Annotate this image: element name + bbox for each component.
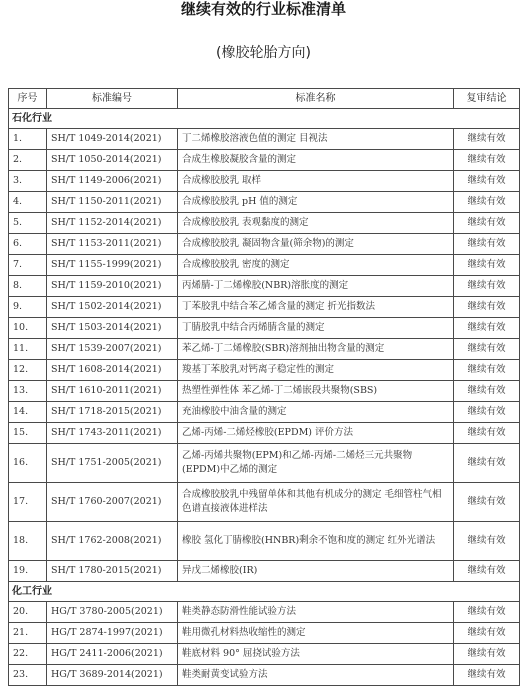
- row-standard-name: 热塑性弹性体 苯乙烯-丁二烯嵌段共聚物(SBS): [178, 381, 454, 402]
- row-serial-no: 17.: [9, 483, 47, 522]
- row-standard-name: 苯乙烯-丁二烯橡胶(SBR)溶剂抽出物含量的测定: [178, 339, 454, 360]
- row-serial-no: 16.: [9, 444, 47, 483]
- row-standard-name: 丙烯腈-丁二烯橡胶(NBR)溶胀度的测定: [178, 276, 454, 297]
- row-serial-no: 4.: [9, 192, 47, 213]
- row-standard-name: 合成橡胶胶乳 凝固物含量(筛余物)的测定: [178, 234, 454, 255]
- table-row: [9, 171, 520, 192]
- table-row: [9, 623, 520, 644]
- table-row: [9, 318, 520, 339]
- row-serial-no: 10.: [9, 318, 47, 339]
- row-review-result: 继续有效: [454, 276, 520, 297]
- row-review-result: 继续有效: [454, 402, 520, 423]
- table-body: [9, 109, 520, 686]
- row-review-result: 继续有效: [454, 623, 520, 644]
- table-row: [9, 129, 520, 150]
- table-header-row: [9, 89, 520, 109]
- section-heading: 石化行业: [9, 109, 520, 129]
- row-review-result: 继续有效: [454, 644, 520, 665]
- row-serial-no: 14.: [9, 402, 47, 423]
- row-review-result: 继续有效: [454, 423, 520, 444]
- row-serial-no: 3.: [9, 171, 47, 192]
- table-row: [9, 339, 520, 360]
- section-heading: 化工行业: [9, 582, 520, 602]
- row-review-result: 继续有效: [454, 522, 520, 561]
- row-standard-name: 合成橡胶胶乳中残留单体和其他有机成分的测定 毛细管柱气相色谱直接液体进样法: [178, 483, 454, 522]
- row-standard-code: SH/T 1762-2008(2021): [47, 522, 178, 561]
- table-row: [9, 602, 520, 623]
- row-serial-no: 11.: [9, 339, 47, 360]
- row-review-result: 继续有效: [454, 150, 520, 171]
- row-standard-name: 丁苯胶乳中结合苯乙烯含量的测定 折光指数法: [178, 297, 454, 318]
- row-standard-code: SH/T 1155-1999(2021): [47, 255, 178, 276]
- row-review-result: 继续有效: [454, 318, 520, 339]
- row-standard-code: HG/T 2874-1997(2021): [47, 623, 178, 644]
- row-serial-no: 1.: [9, 129, 47, 150]
- row-standard-code: SH/T 1159-2010(2021): [47, 276, 178, 297]
- row-standard-name: 合成橡胶胶乳 取样: [178, 171, 454, 192]
- row-standard-name: 异戊二烯橡胶(IR): [178, 561, 454, 582]
- row-standard-name: 合成橡胶胶乳 表观黏度的测定: [178, 213, 454, 234]
- row-review-result: 继续有效: [454, 444, 520, 483]
- row-serial-no: 8.: [9, 276, 47, 297]
- row-standard-name: 鞋类耐黄变试验方法: [178, 665, 454, 686]
- header-standard-code: 标准编号: [47, 89, 178, 109]
- table-row: [9, 665, 520, 686]
- row-serial-no: 6.: [9, 234, 47, 255]
- table-row: [9, 483, 520, 522]
- table-row: [9, 276, 520, 297]
- row-serial-no: 13.: [9, 381, 47, 402]
- row-standard-name: 充油橡胶中油含量的测定: [178, 402, 454, 423]
- row-standard-code: HG/T 3780-2005(2021): [47, 602, 178, 623]
- row-standard-code: SH/T 1152-2014(2021): [47, 213, 178, 234]
- table-row: [9, 381, 520, 402]
- row-serial-no: 7.: [9, 255, 47, 276]
- row-standard-name: 乙烯-丙烯共聚物(EPM)和乙烯-丙烯-二烯烃三元共聚物(EPDM)中乙烯的测定: [178, 444, 454, 483]
- row-serial-no: 9.: [9, 297, 47, 318]
- section-row: [9, 582, 520, 602]
- row-standard-name: 橡胶 氢化丁腈橡胶(HNBR)剩余不饱和度的测定 红外光谱法: [178, 522, 454, 561]
- row-standard-name: 鞋类静态防滑性能试验方法: [178, 602, 454, 623]
- row-standard-code: SH/T 1718-2015(2021): [47, 402, 178, 423]
- row-serial-no: 23.: [9, 665, 47, 686]
- table-row: [9, 213, 520, 234]
- row-standard-code: SH/T 1610-2011(2021): [47, 381, 178, 402]
- row-serial-no: 18.: [9, 522, 47, 561]
- row-review-result: 继续有效: [454, 234, 520, 255]
- row-standard-code: SH/T 1150-2011(2021): [47, 192, 178, 213]
- header-serial-no: 序号: [9, 89, 47, 109]
- row-standard-code: SH/T 1760-2007(2021): [47, 483, 178, 522]
- row-serial-no: 2.: [9, 150, 47, 171]
- row-review-result: 继续有效: [454, 360, 520, 381]
- row-standard-code: SH/T 1608-2014(2021): [47, 360, 178, 381]
- row-standard-name: 合成生橡胶凝胶含量的测定: [178, 150, 454, 171]
- row-serial-no: 19.: [9, 561, 47, 582]
- standards-table: [8, 88, 520, 686]
- row-serial-no: 20.: [9, 602, 47, 623]
- row-standard-code: SH/T 1502-2014(2021): [47, 297, 178, 318]
- table-row: [9, 522, 520, 561]
- row-standard-name: 鞋底材料 90° 屈挠试验方法: [178, 644, 454, 665]
- row-standard-name: 合成橡胶胶乳 密度的测定: [178, 255, 454, 276]
- table-row: [9, 192, 520, 213]
- table-row: [9, 234, 520, 255]
- row-standard-name: 鞋用微孔材料热收缩性的测定: [178, 623, 454, 644]
- row-review-result: 继续有效: [454, 381, 520, 402]
- row-serial-no: 15.: [9, 423, 47, 444]
- row-standard-name: 合成橡胶胶乳 pH 值的测定: [178, 192, 454, 213]
- row-serial-no: 5.: [9, 213, 47, 234]
- row-review-result: 继续有效: [454, 129, 520, 150]
- table-row: [9, 255, 520, 276]
- table-row: [9, 423, 520, 444]
- table-row: [9, 360, 520, 381]
- row-review-result: 继续有效: [454, 255, 520, 276]
- header-review-result: 复审结论: [454, 89, 520, 109]
- row-review-result: 继续有效: [454, 561, 520, 582]
- row-standard-code: SH/T 1050-2014(2021): [47, 150, 178, 171]
- row-standard-code: HG/T 2411-2006(2021): [47, 644, 178, 665]
- row-review-result: 继续有效: [454, 192, 520, 213]
- row-standard-code: SH/T 1153-2011(2021): [47, 234, 178, 255]
- row-review-result: 继续有效: [454, 297, 520, 318]
- row-standard-code: SH/T 1751-2005(2021): [47, 444, 178, 483]
- row-standard-name: 乙烯-丙烯-二烯烃橡胶(EPDM) 评价方法: [178, 423, 454, 444]
- row-review-result: 继续有效: [454, 483, 520, 522]
- row-review-result: 继续有效: [454, 602, 520, 623]
- table-row: [9, 402, 520, 423]
- table-row: [9, 561, 520, 582]
- table-row: [9, 297, 520, 318]
- section-row: [9, 109, 520, 129]
- row-standard-code: SH/T 1149-2006(2021): [47, 171, 178, 192]
- page-subtitle: (橡胶轮胎方向): [216, 45, 311, 61]
- row-standard-code: SH/T 1503-2014(2021): [47, 318, 178, 339]
- row-standard-code: HG/T 3689-2014(2021): [47, 665, 178, 686]
- row-standard-code: SH/T 1049-2014(2021): [47, 129, 178, 150]
- header-standard-name: 标准名称: [178, 89, 454, 109]
- row-standard-name: 丁二烯橡胶溶液色值的测定 目视法: [178, 129, 454, 150]
- row-standard-name: 丁腈胶乳中结合丙烯腈含量的测定: [178, 318, 454, 339]
- table-row: [9, 444, 520, 483]
- row-serial-no: 21.: [9, 623, 47, 644]
- row-serial-no: 12.: [9, 360, 47, 381]
- row-standard-code: SH/T 1539-2007(2021): [47, 339, 178, 360]
- row-serial-no: 22.: [9, 644, 47, 665]
- row-standard-code: SH/T 1743-2011(2021): [47, 423, 178, 444]
- row-standard-code: SH/T 1780-2015(2021): [47, 561, 178, 582]
- row-standard-name: 羧基丁苯胶乳对钙离子稳定性的测定: [178, 360, 454, 381]
- table-row: [9, 644, 520, 665]
- table-row: [9, 150, 520, 171]
- row-review-result: 继续有效: [454, 213, 520, 234]
- row-review-result: 继续有效: [454, 665, 520, 686]
- row-review-result: 继续有效: [454, 171, 520, 192]
- page-title: 继续有效的行业标准清单: [180, 0, 346, 18]
- row-review-result: 继续有效: [454, 339, 520, 360]
